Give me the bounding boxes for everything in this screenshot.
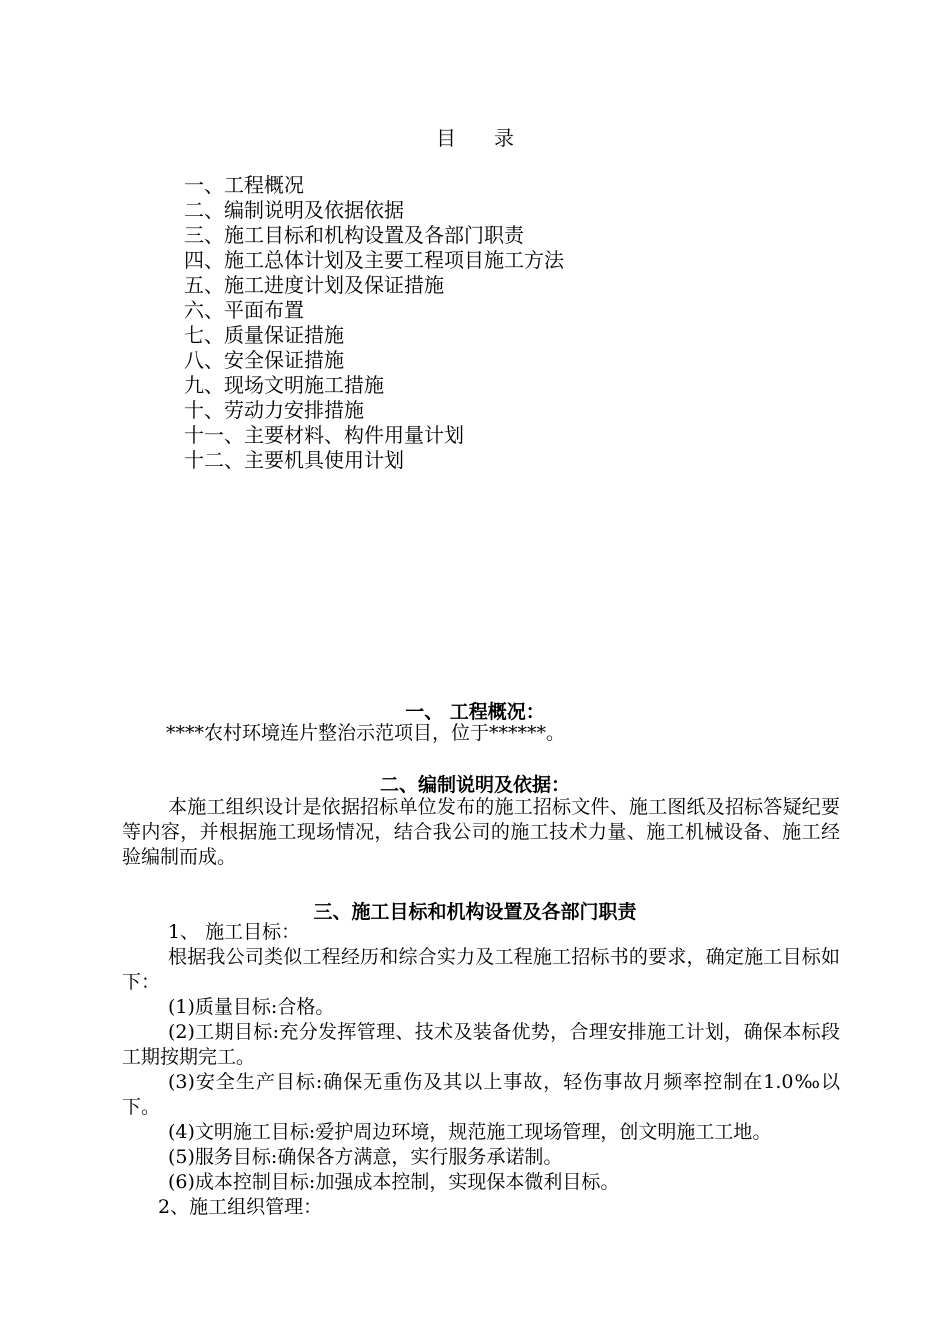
section2-body <box>122 795 840 870</box>
goal-item: (1)质量目标:合格。 <box>168 996 335 1018</box>
toc-item[interactable]: 八、安全保证措施 <box>184 348 344 372</box>
toc-item[interactable]: 十二、主要机具使用计划 <box>184 448 404 472</box>
section3-body <box>122 920 840 1220</box>
section1-heading: 一、 工程概况： <box>405 701 545 723</box>
section3-intro: 根据我公司类似工程经历和综合实力及工程施工招标书的要求，确定施工目标如下： <box>122 946 840 993</box>
toc-item[interactable]: 七、质量保证措施 <box>184 323 344 347</box>
toc-title <box>0 122 950 151</box>
toc-item[interactable]: 九、现场文明施工措施 <box>184 373 384 397</box>
section3-sub1: 1、 施工目标： <box>168 921 301 943</box>
toc-item[interactable]: 一、工程概况 <box>184 173 304 197</box>
section3-heading: 三、施工目标和机构设置及各部门职责 <box>313 901 637 923</box>
section2-text: 本施工组织设计是依据招标单位发布的施工招标文件、施工图纸及招标答疑纪要等内容，并根据施工现场情况，结合我公司的施工技术力量、施工机械设备、施工经验编制而成。 <box>122 796 840 868</box>
goal-item: (6)成本控制目标:加强成本控制，实现保本微利目标。 <box>168 1171 620 1193</box>
toc-item[interactable]: 六、平面布置 <box>184 298 304 322</box>
toc-list <box>184 173 564 473</box>
goal-item: (5)服务目标:确保各方满意，实行服务承诺制。 <box>168 1146 563 1168</box>
section3-sub2: 2、施工组织管理： <box>158 1196 323 1218</box>
section2-heading: 二、编制说明及依据： <box>379 774 570 796</box>
toc-item[interactable]: 十一、主要材料、构件用量计划 <box>184 423 464 447</box>
goal-item: (4)文明施工目标:爱护周边环境，规范施工现场管理，创文明施工工地。 <box>168 1121 772 1143</box>
section1-body <box>166 721 884 746</box>
toc-title-right: 录 <box>494 126 514 150</box>
goal-item: (2)工期目标:充分发挥管理、技术及装备优势，合理安排施工计划，确保本标段工期按期完工。 <box>122 1021 840 1068</box>
toc-item[interactable]: 二、编制说明及依据依据 <box>184 198 404 222</box>
toc-item[interactable]: 四、施工总体计划及主要工程项目施工方法 <box>184 248 564 272</box>
toc-item[interactable]: 五、施工进度计划及保证措施 <box>184 273 444 297</box>
toc-title-left: 目 <box>436 126 456 150</box>
section1-text: ****农村环境连片整治示范项目，位于******。 <box>166 722 566 744</box>
goal-item: (3)安全生产目标:确保无重伤及其以上事故，轻伤事故月频率控制在1.0‰以下。 <box>122 1071 840 1118</box>
toc-item[interactable]: 三、施工目标和机构设置及各部门职责 <box>184 223 524 247</box>
toc-item[interactable]: 十、劳动力安排措施 <box>184 398 364 422</box>
